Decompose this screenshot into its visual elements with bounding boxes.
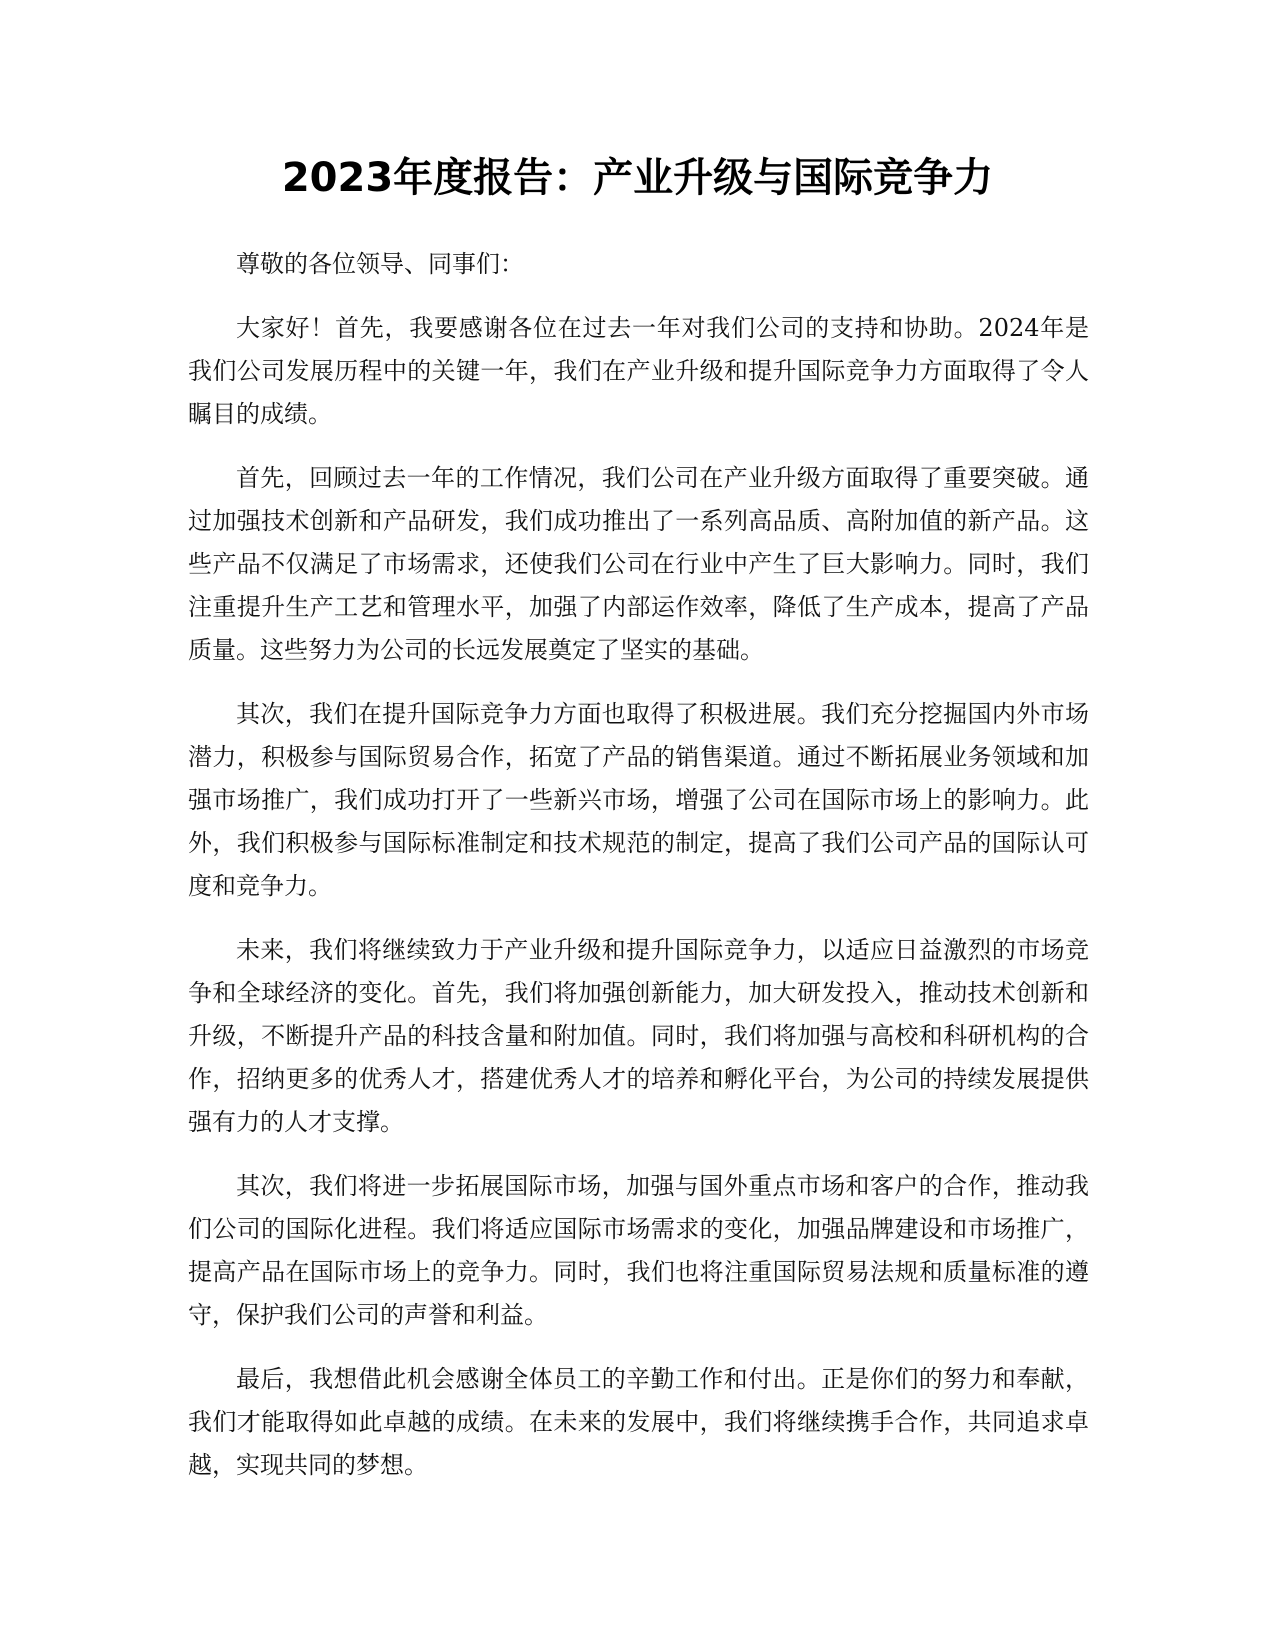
international-market-paragraph: 其次，我们将进一步拓展国际市场，加强与国外重点市场和客户的合作，推动我们公司的国际化进程。我们将适应国际市场需求的变化，加强品牌建设和市场推广，提高产品在国际市场上的竞争力。同时，我们也将注重国际贸易法规和质量标准的遵守，保护我们公司的声誉和利益。 bbox=[188, 1172, 1089, 1329]
industry-upgrade-paragraph: 首先，回顾过去一年的工作情况，我们公司在产业升级方面取得了重要突破。通过加强技术创新和产品研发，我们成功推出了一系列高品质、高附加值的新产品。这些产品不仅满足了市场需求，还使我们公司在行业中产生了巨大影响力。同时，我们注重提升生产工艺和管理水平，加强了内部运作效率，降低了生产成本，提高了产品质量。这些努力为公司的长远发展奠定了坚实的基础。 bbox=[188, 464, 1089, 664]
document-body bbox=[188, 243, 1089, 1508]
closing-paragraph: 最后，我想借此机会感谢全体员工的辛勤工作和付出。正是你们的努力和奉献，我们才能取得如此卓越的成绩。在未来的发展中，我们将继续携手合作，共同追求卓越，实现共同的梦想。 bbox=[188, 1365, 1089, 1479]
future-plan-paragraph: 未来，我们将继续致力于产业升级和提升国际竞争力，以适应日益激烈的市场竞争和全球经济的变化。首先，我们将加强创新能力，加大研发投入，推动技术创新和升级，不断提升产品的科技含量和附加值。同时，我们将加强与高校和科研机构的合作，招纳更多的优秀人才，搭建优秀人才的培养和孵化平台，为公司的持续发展提供强有力的人才支撑。 bbox=[188, 936, 1089, 1136]
international-competitiveness-paragraph: 其次，我们在提升国际竞争力方面也取得了积极进展。我们充分挖掘国内外市场潜力，积极参与国际贸易合作，拓宽了产品的销售渠道。通过不断拓展业务领域和加强市场推广，我们成功打开了一些新兴市场，增强了公司在国际市场上的影响力。此外，我们积极参与国际标准制定和技术规范的制定，提高了我们公司产品的国际认可度和竞争力。 bbox=[188, 700, 1089, 900]
greeting-paragraph: 大家好！首先，我要感谢各位在过去一年对我们公司的支持和协助。2024年是我们公司发展历程中的关键一年，我们在产业升级和提升国际竞争力方面取得了令人瞩目的成绩。 bbox=[188, 314, 1089, 428]
document-title: 2023年度报告：产业升级与国际竞争力 bbox=[281, 155, 994, 201]
salutation-paragraph: 尊敬的各位领导、同事们： bbox=[236, 250, 524, 278]
